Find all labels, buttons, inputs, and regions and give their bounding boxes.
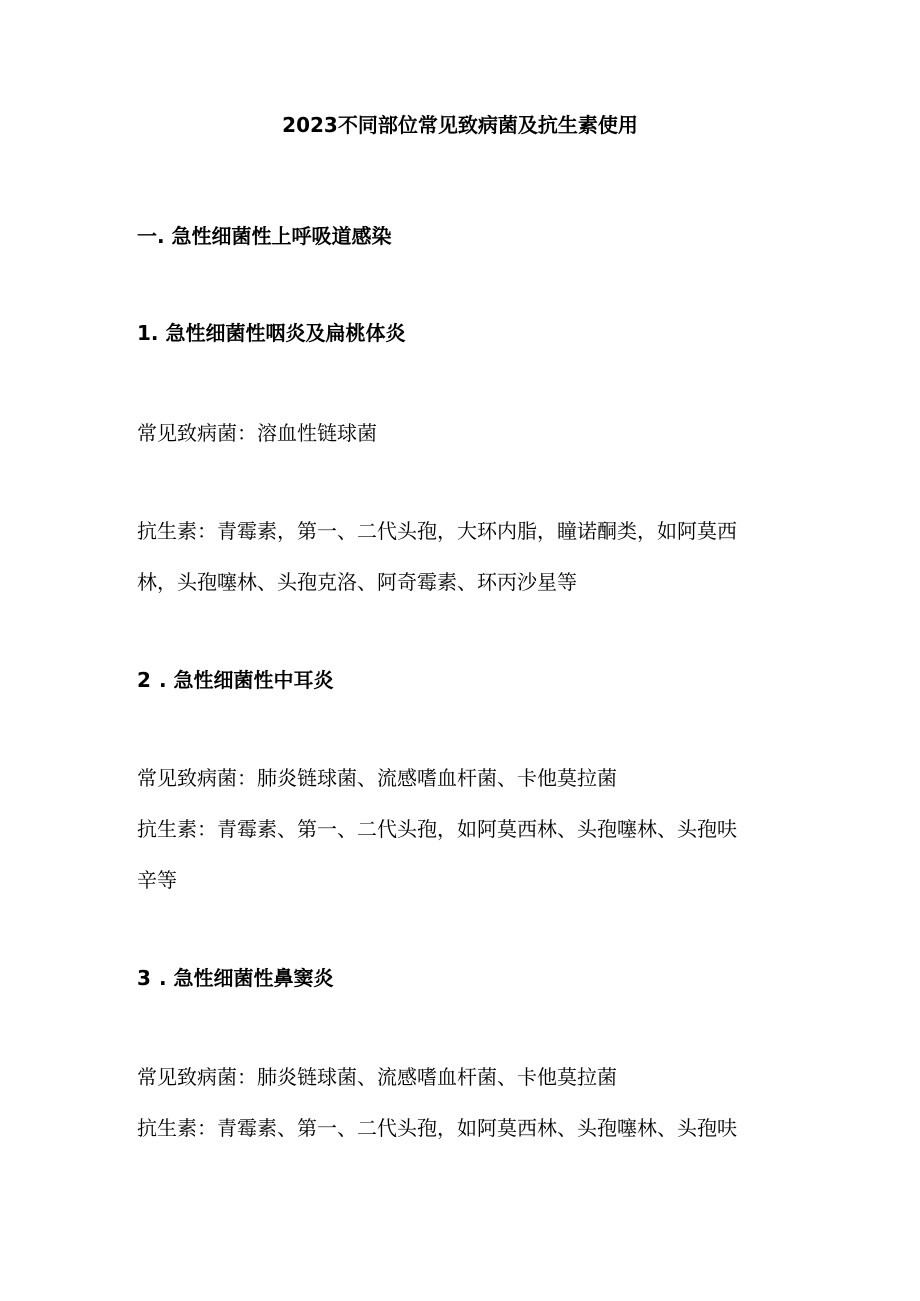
item-1-antibiotic-line-2: 林，头孢噻林、头孢克洛、阿奇霉素、环丙沙星等	[137, 570, 577, 594]
item-heading-1: 1. 急性细菌性咽炎及扁桃体炎	[137, 321, 406, 345]
item-1-pathogen: 常见致病菌：溶血性链球菌	[137, 421, 377, 445]
item-2-number: 2	[137, 668, 151, 692]
item-heading-3	[137, 966, 334, 990]
document-title: 2023不同部位常见致病菌及抗生素使用	[282, 113, 638, 137]
item-2-antibiotic-line-2: 辛等	[137, 868, 177, 892]
item-3-antibiotic-line-1: 抗生素：青霉素、第一、二代头孢，如阿莫西林、头孢噻林、头孢呋	[137, 1116, 737, 1140]
section-heading-1: 一. 急性细菌性上呼吸道感染	[137, 224, 392, 248]
item-2-heading-text: . 急性细菌性中耳炎	[159, 668, 334, 692]
item-heading-2	[137, 668, 334, 692]
item-1-antibiotic-line-1: 抗生素：青霉素，第一、二代头孢，大环内脂，瞳诺酮类，如阿莫西	[137, 519, 737, 543]
item-3-pathogen: 常见致病菌：肺炎链球菌、流感嗜血杆菌、卡他莫拉菌	[137, 1065, 617, 1089]
item-3-number: 3	[137, 966, 151, 990]
item-2-pathogen: 常见致病菌：肺炎链球菌、流感嗜血杆菌、卡他莫拉菌	[137, 766, 617, 790]
item-2-antibiotic-line-1: 抗生素：青霉素、第一、二代头孢，如阿莫西林、头孢噻林、头孢呋	[137, 817, 737, 841]
item-3-heading-text: . 急性细菌性鼻窦炎	[159, 966, 334, 990]
